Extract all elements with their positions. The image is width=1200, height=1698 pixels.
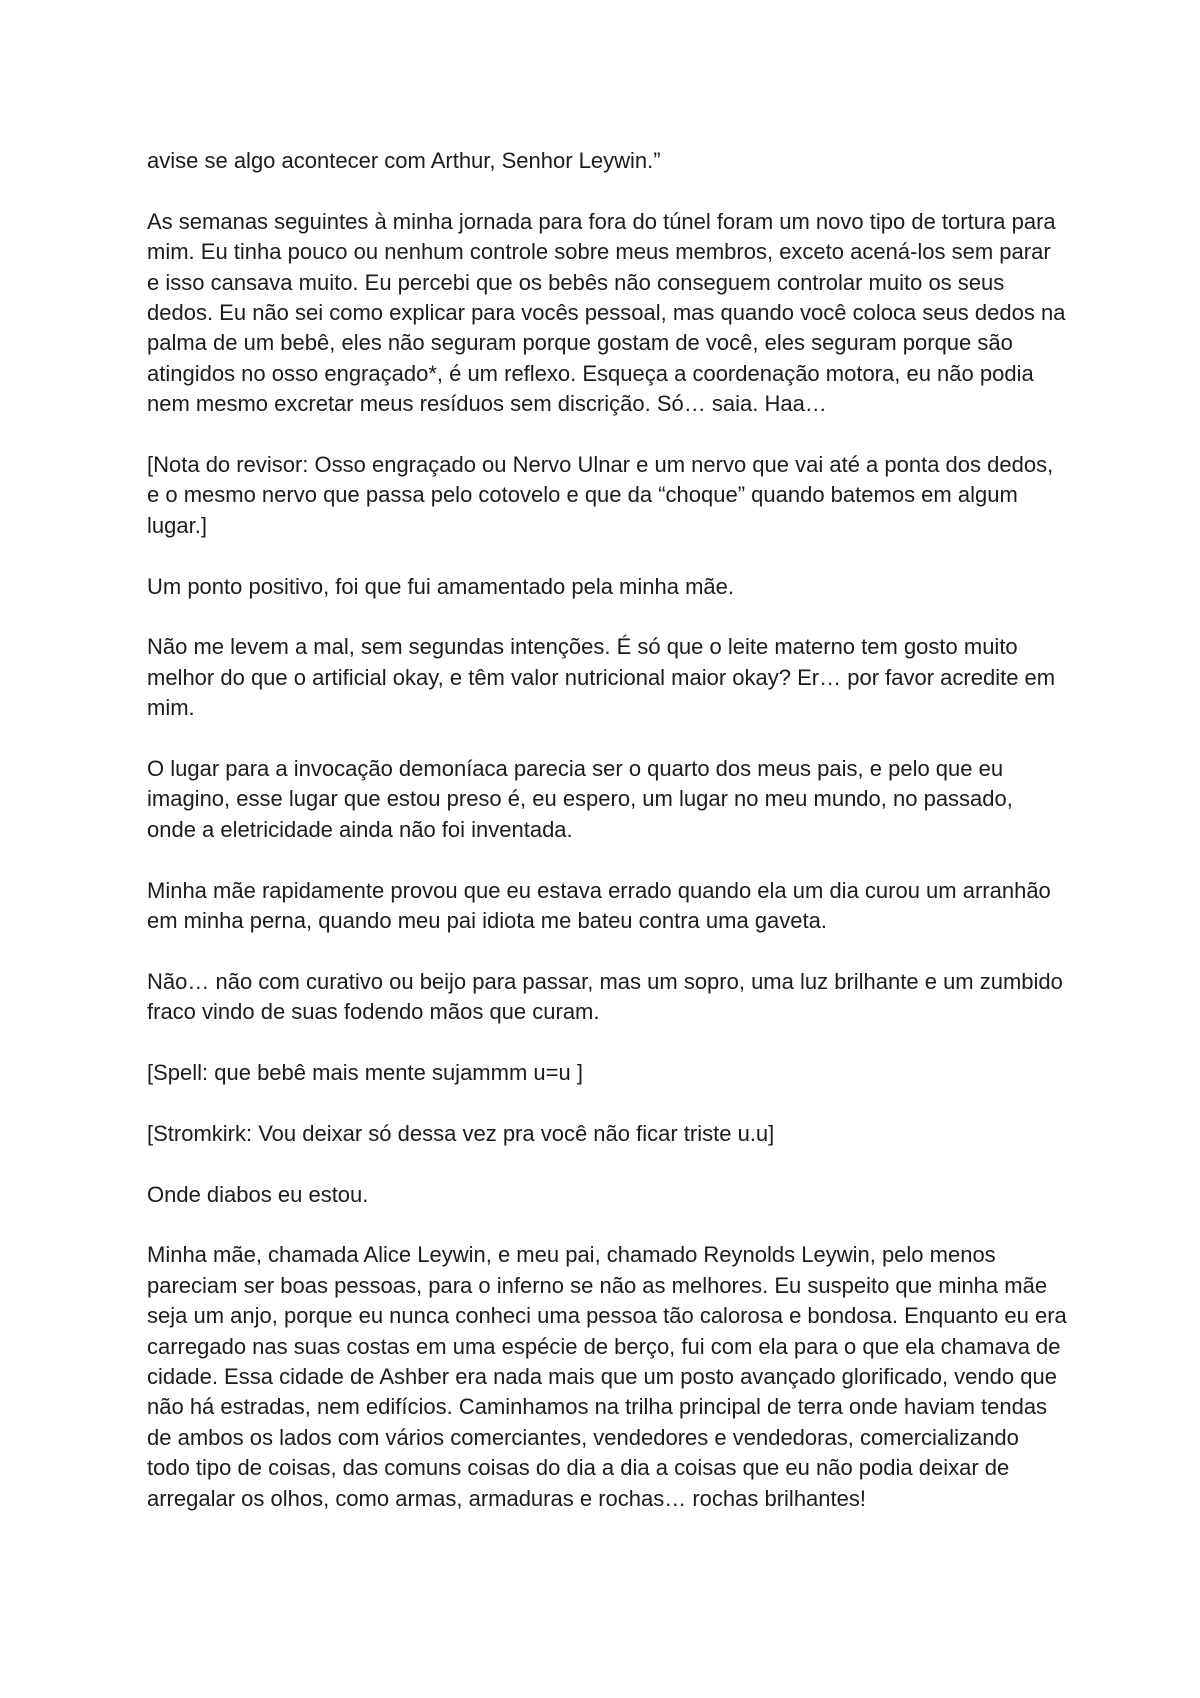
- paragraph-2: As semanas seguintes à minha jornada para fora do túnel foram um novo tipo de tortura para mim. Eu tinha pouco ou nenhum controle sobre meus membros, exceto acená-los sem parar e isso cansava muito. Eu percebi que os bebês não conseguem controlar muito os seus dedos. Eu não sei como explicar para vocês pessoal, mas quando você coloca seus dedos na palma de um bebê, eles não seguram porque gostam de você, eles seguram porque são atingidos no osso engraçado*, é um reflexo. Esqueça a coordenação motora, eu não podia nem mesmo excretar meus resíduos sem discrição. Só… saia. Haa…: [147, 208, 1066, 417]
- document-body: [147, 146, 1067, 1514]
- paragraph-11: Onde diabos eu estou.: [147, 1181, 369, 1207]
- paragraph-6: O lugar para a invocação demoníaca parecia ser o quarto dos meus pais, e pelo que eu imagino, esse lugar que estou preso é, eu espero, um lugar no meu mundo, no passado, onde a eletricidade ainda não foi inventada.: [147, 756, 1013, 842]
- paragraph-7: Minha mãe rapidamente provou que eu estava errado quando ela um dia curou um arranhão em minha perna, quando meu pai idiota me bateu contra uma gaveta.: [147, 877, 1051, 934]
- paragraph-3: [Nota do revisor: Osso engraçado ou Nervo Ulnar e um nervo que vai até a ponta dos dedos, e o mesmo nervo que passa pelo cotovelo e que da “choque” quando batemos em algum lugar.]: [147, 452, 1054, 538]
- paragraph-4: Um ponto positivo, foi que fui amamentado pela minha mãe.: [147, 573, 734, 599]
- paragraph-5: Não me levem a mal, sem segundas intenções. É só que o leite materno tem gosto muito melhor do que o artificial okay, e têm valor nutricional maior okay? Er… por favor acredite em mim.: [147, 634, 1056, 721]
- paragraph-12: Minha mãe, chamada Alice Leywin, e meu pai, chamado Reynolds Leywin, pelo menos pareciam ser boas pessoas, para o inferno se não as melhores. Eu suspeito que minha mãe seja um anjo, porque eu nunca conheci uma pessoa tão calorosa e bondosa. Enquanto eu era carregado nas suas costas em uma espécie de berço, fui com ela para o que ela chamava de cidade. Essa cidade de Ashber era nada mais que um posto avançado glorificado, vendo que não há estradas, nem edifícios. Caminhamos na trilha principal de terra onde haviam tendas de ambos os lados com vários comerciantes, vendedores e vendedoras, comercializando todo tipo de coisas, das comuns coisas do dia a dia a coisas que eu não podia deixar de arregalar os olhos, como armas, armaduras e rochas… rochas brilhantes!: [147, 1242, 1067, 1511]
- paragraph-10: [Stromkirk: Vou deixar só dessa vez pra você não ficar triste u.u]: [147, 1120, 775, 1146]
- paragraph-9: [Spell: que bebê mais mente sujammm u=u ]: [147, 1060, 583, 1086]
- paragraph-1: avise se algo acontecer com Arthur, Senhor Leywin.”: [147, 148, 661, 173]
- paragraph-8: Não… não com curativo ou beijo para passar, mas um sopro, uma luz brilhante e um zumbido fraco vindo de suas fodendo mãos que curam.: [147, 968, 1063, 1025]
